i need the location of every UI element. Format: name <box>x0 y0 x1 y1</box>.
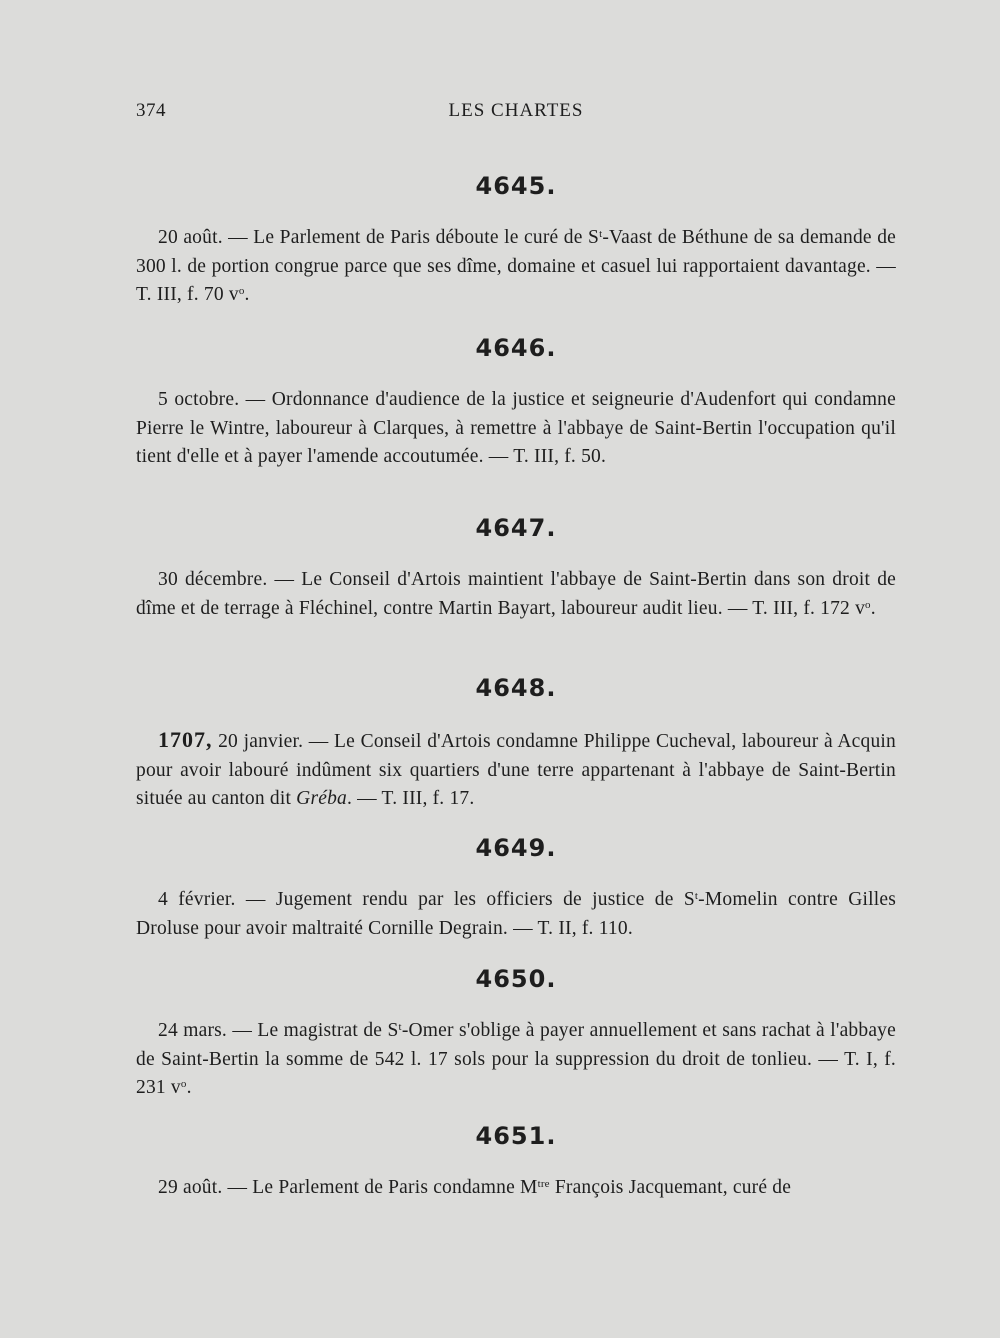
entry-number: 4649. <box>475 834 557 862</box>
entry-number: 4647. <box>475 514 557 542</box>
charter-entry-4649 <box>136 834 896 943</box>
page-header <box>136 100 896 130</box>
entry-text: 5 octobre. — Ordonnance d'audience de la justice et seigneurie d'Audenfort qui condamne Pierre le Wintre, laboureur à Clarques, à remettre à l'abbaye de Saint-Bertin l'occupation qu'il tient d'elle et à payer l'amende accoutumée. — T. III, f. 50. <box>136 389 896 467</box>
entry-year: 1707, <box>158 727 213 752</box>
entry-number: 4646. <box>475 334 557 362</box>
entry-number: 4648. <box>475 674 557 702</box>
entry-text: 24 mars. — Le magistrat de $S^t$-Omer s'oblige à payer annuellement et sans rachat à l'abbaye de Saint-Bertin la somme de 542 l. 17 sols pour la suppression du droit de tonlieu. — T. I, f. 231 $v^o$. <box>136 1020 896 1098</box>
charter-entry-4650 <box>136 965 896 1103</box>
entry-text: 29 août. — Le Parlement de Paris condamne $M^{tre}$ François Jacquemant, curé de <box>158 1177 792 1198</box>
running-title: LES CHARTES <box>448 100 584 121</box>
charter-entry-4651 <box>136 1122 896 1203</box>
entry-number: 4650. <box>475 965 557 993</box>
entry-text: 4 février. — Jugement rendu par les officiers de justice de $S^t$-Momelin contre Gilles Droluse pour avoir maltraité Cornille Degrain. — T. II, f. 110. <box>136 889 896 939</box>
charter-entry-4648 <box>136 674 896 814</box>
charter-entry-4647 <box>136 514 896 623</box>
entry-number: 4645. <box>475 172 557 200</box>
charter-entry-4646 <box>136 334 896 472</box>
entry-text: 20 août. — Le Parlement de Paris déboute le curé de $S^t$-Vaast de Béthune de sa demande de 300 l. de portion congrue parce que ses dîme, domaine et casuel lui rapportaient davantage. — T. III, f. 70 $v^o$. <box>136 227 897 305</box>
entry-text: 1707, 20 janvier. — Le Conseil d'Artois condamne Philippe Cucheval, laboureur à Acquin pour avoir labouré indûment six quartiers d'une terre appartenant à l'abbaye de Saint-Bertin située au canton dit Gréba. — T. III, f. 17. <box>136 727 896 809</box>
charter-entry-4645 <box>136 172 896 310</box>
entry-number: 4651. <box>475 1122 557 1150</box>
entry-text: 30 décembre. — Le Conseil d'Artois maintient l'abbaye de Saint-Bertin dans son droit de dîme et de terrage à Fléchinel, contre Martin Bayart, laboureur audit lieu. — T. III, f. 172 $v^o$. <box>136 569 896 619</box>
page-number: 374 <box>136 100 166 121</box>
